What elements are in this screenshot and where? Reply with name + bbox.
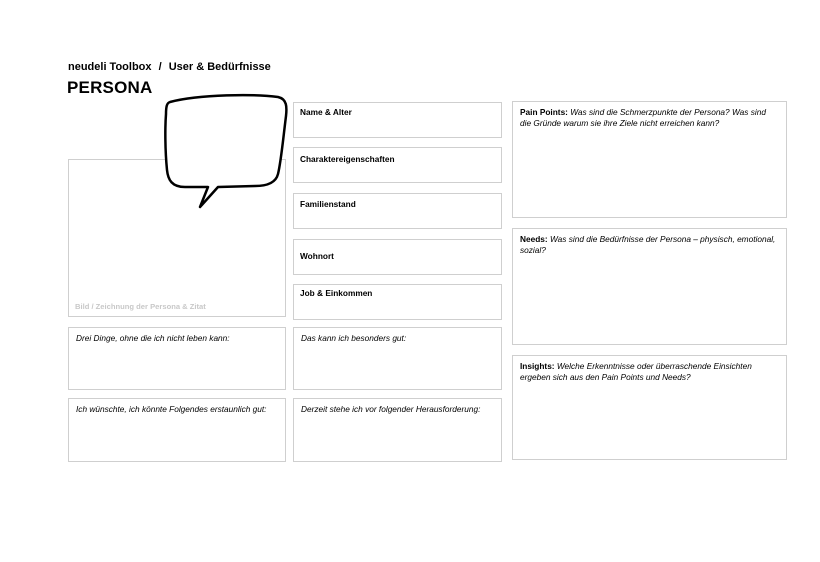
needs-question: Was sind die Bedürfnisse der Persona – physisch, emotional, sozial?: [520, 234, 776, 255]
prompt-three-things-box[interactable]: [68, 327, 286, 390]
traits-label: Charaktereigenschaften: [300, 154, 395, 164]
good-at-prompt: Das kann ich besonders gut:: [301, 333, 407, 343]
needs-panel[interactable]: [512, 228, 787, 345]
breadcrumb: [68, 61, 271, 73]
pain-points-label: Pain Points:: [520, 107, 571, 117]
family-status-label: Familienstand: [300, 199, 356, 209]
insights-text: [520, 361, 778, 382]
insights-question: Welche Erkenntnisse oder überraschende Einsichten ergeben sich aus den Pain Points und Needs?: [520, 361, 752, 382]
prompt-good-at-box[interactable]: [293, 327, 502, 390]
wish-prompt: Ich wünschte, ich könnte Folgendes erstaunlich gut:: [76, 404, 267, 414]
image-area-caption: Bild / Zeichnung der Persona & Zitat: [75, 302, 206, 311]
job-income-label: Job & Einkommen: [300, 288, 373, 298]
residence-label: Wohnort: [300, 251, 334, 261]
three-things-prompt: Drei Dinge, ohne die ich nicht leben kann:: [76, 333, 230, 343]
pain-points-text: [520, 107, 778, 128]
needs-label: Needs:: [520, 234, 550, 244]
field-family-status[interactable]: [293, 193, 502, 229]
breadcrumb-root[interactable]: neudeli Toolbox: [68, 61, 152, 73]
field-traits[interactable]: [293, 147, 502, 183]
field-name-age[interactable]: [293, 102, 502, 138]
prompt-wish-box[interactable]: [68, 398, 286, 462]
field-job-income[interactable]: [293, 284, 502, 320]
speech-bubble-icon: [160, 92, 292, 212]
needs-text: [520, 234, 778, 255]
pain-points-question: Was sind die Schmerzpunkte der Persona? Was sind die Gründe warum sie ihre Ziele nicht erreichen kann?: [520, 107, 766, 128]
breadcrumb-current: User & Bedürfnisse: [168, 61, 271, 73]
name-age-label: Name & Alter: [300, 107, 352, 117]
prompt-challenge-box[interactable]: [293, 398, 502, 462]
challenge-prompt: Derzeit stehe ich vor folgender Herausforderung:: [301, 404, 481, 414]
insights-label: Insights:: [520, 361, 557, 371]
field-residence[interactable]: [293, 239, 502, 275]
pain-points-panel[interactable]: [512, 101, 787, 218]
page-title: PERSONA: [67, 78, 153, 97]
breadcrumb-separator: /: [158, 61, 162, 73]
insights-panel[interactable]: [512, 355, 787, 460]
